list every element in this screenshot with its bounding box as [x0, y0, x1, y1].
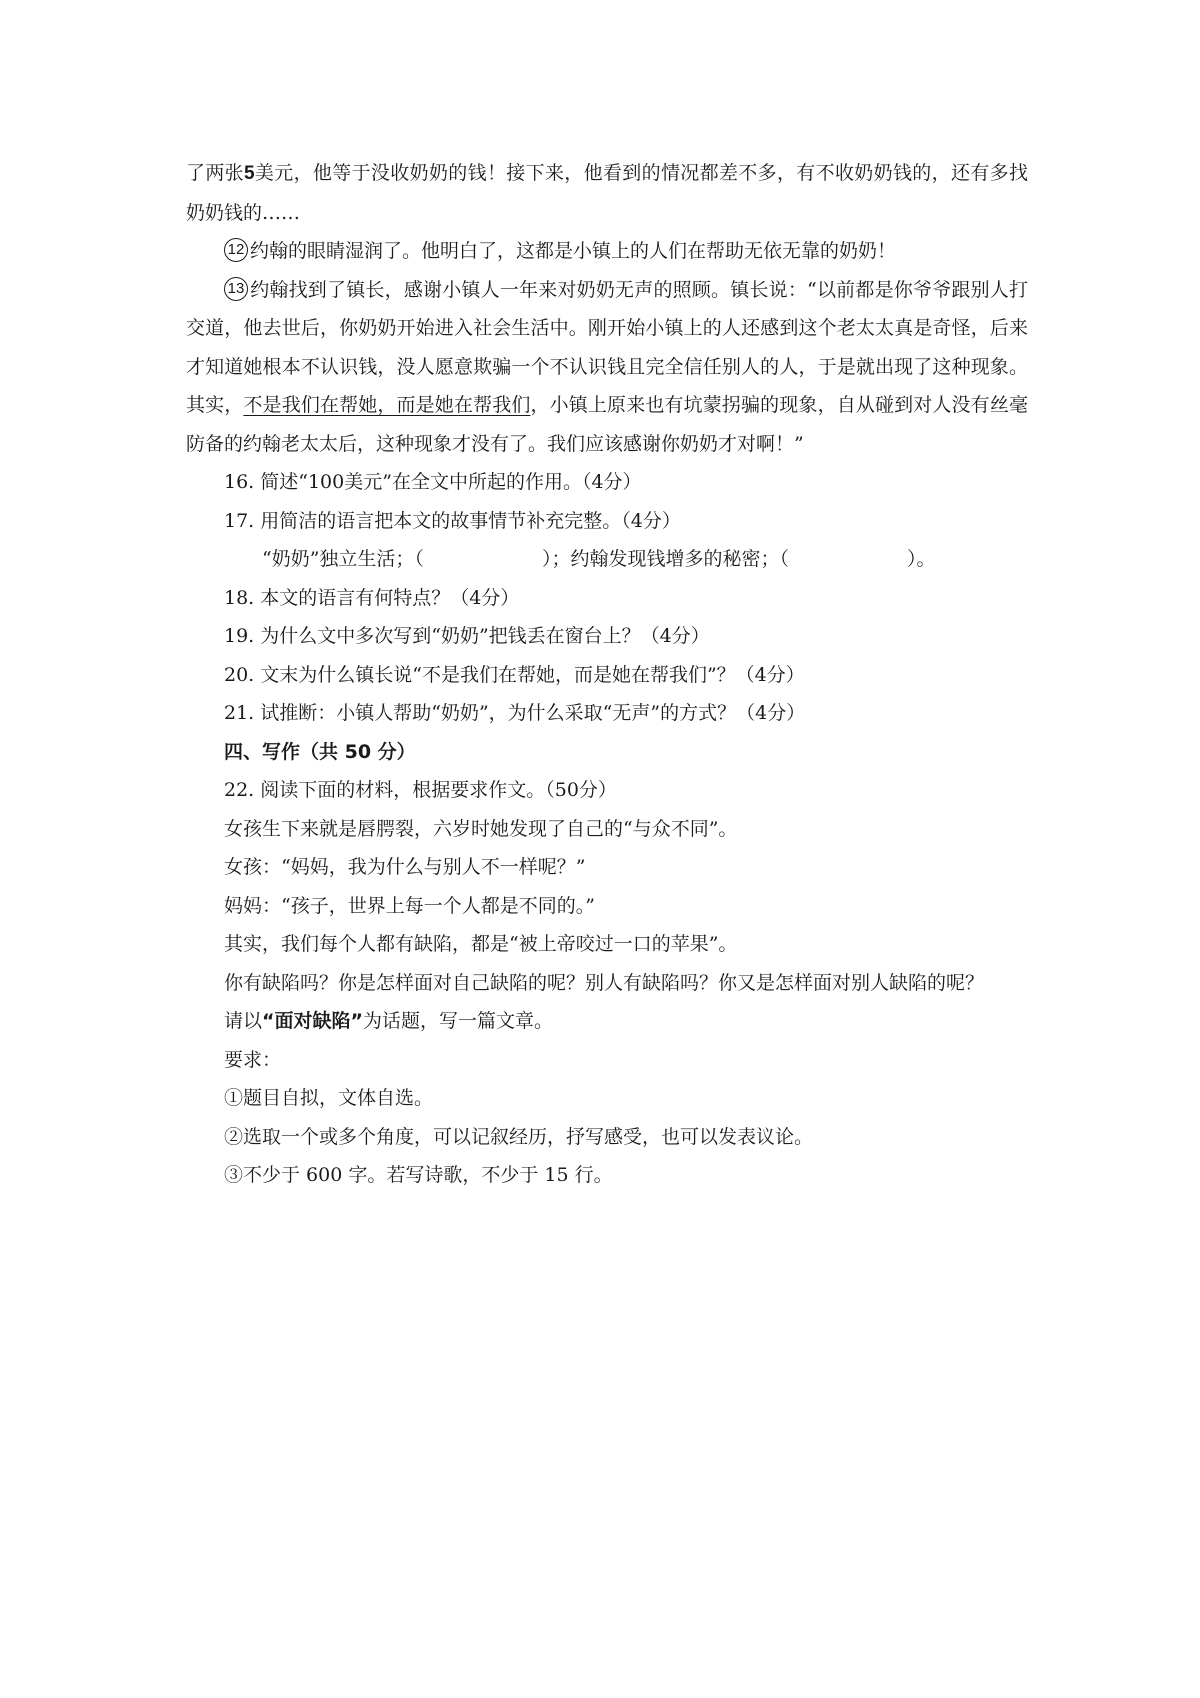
fill-text-b: ）；约翰发现钱增多的秘密；（: [541, 548, 789, 570]
material-line-2: 女孩：“妈妈，我为什么与别人不一样呢？”: [224, 856, 586, 878]
paragraph-marker-12: 12: [224, 238, 248, 262]
question-21: 21. 试推断：小镇人帮助“奶奶”，为什么采取“无声”的方式？（4分）: [224, 702, 806, 724]
passage-paragraph-11-end: [186, 154, 1028, 232]
topic-keyword: “面对缺陷”: [262, 1010, 363, 1032]
question-18: 18. 本文的语言有何特点？（4分）: [224, 586, 520, 609]
material-line-1: 女孩生下来就是唇腭裂，六岁时她发现了自己的“与众不同”。: [224, 817, 738, 840]
paragraph-marker-13: 13: [224, 277, 248, 301]
topic-pre: 请以: [224, 1010, 263, 1032]
question-20: 20. 文末为什么镇长说“不是我们在帮她，而是她在帮我们”？（4分）: [224, 663, 805, 686]
topic-post: 为话题，写一篇文章。: [363, 1010, 554, 1032]
fill-text-a: “奶奶”独立生活；（: [262, 548, 424, 570]
requirement-3: ③不少于 600 字。若写诗歌，不少于 15 行。: [224, 1164, 613, 1186]
question-17: 17. 用简洁的语言把本文的故事情节补充完整。（4分）: [224, 509, 681, 532]
requirement-2: ②选取一个或多个角度，可以记叙经历，抒写感受，也可以发表议论。: [224, 1125, 814, 1148]
passage-line1-post: 美元，他等于没收奶奶的钱！接下来，他看到的情况都差不多，有不收奶奶钱的，还有多找奶奶钱的……: [186, 162, 1028, 224]
section-title-writing: 四、写作（共 50 分）: [224, 740, 416, 763]
fill-text-c: ）。: [906, 548, 936, 570]
material-line-4: 其实，我们每个人都有缺陷，都是“被上帝咬过一口的苹果”。: [224, 933, 738, 955]
underlined-sentence: 不是我们在帮她，而是她在帮我们: [243, 394, 531, 416]
requirements-title: 要求：: [224, 1048, 282, 1071]
question-17-fill-line: [186, 540, 1028, 579]
material-line-5: 你有缺陷吗？你是怎样面对自己缺陷的呢？别人有缺陷吗？你又是怎样面对别人缺陷的呢？: [224, 971, 985, 994]
passage-line1-pre: 了两张: [186, 162, 245, 184]
topic-instruction: [186, 1002, 1028, 1041]
paragraph-13-text-a: 约翰找到了镇长，感谢小镇人一年来对奶奶无声的照顾。镇长说：“以前都是你爷爷跟别人打交道，他去世后，你奶奶开始进入社会生活中。刚开始小镇上的人还感到这个老太太真是奇怪，后来才知道她根本不认识钱，没人愿意欺骗一个不认识钱且完全信任别人的人，于是就出现了这种现象。其实，: [186, 278, 1028, 416]
question-16: 16. 简述“100美元”在全文中所起的作用。（4分）: [224, 471, 642, 493]
passage-paragraph-13: [186, 271, 1028, 464]
amount-number: 5: [244, 163, 255, 184]
question-22: 22. 阅读下面的材料，根据要求作文。（50分）: [224, 779, 617, 801]
requirement-1: ①题目自拟，文体自选。: [224, 1087, 434, 1109]
question-19: 19. 为什么文中多次写到“奶奶”把钱丢在窗台上？（4分）: [224, 625, 710, 647]
material-line-3: 妈妈：“孩子，世界上每一个人都是不同的。”: [224, 894, 595, 917]
paragraph-12-text: 约翰的眼睛湿润了。他明白了，这都是小镇上的人们在帮助无依无靠的奶奶！: [250, 240, 897, 262]
paragraph-13-text-b: ，小镇上原来也有坑蒙拐骗的现象，自从碰到对人没有丝毫防备的约翰老太太后，这种现象才没有了。我们应该感谢你奶奶才对啊！”: [186, 394, 1028, 455]
page-content: [186, 154, 1028, 1195]
passage-paragraph-12: [186, 232, 1028, 271]
